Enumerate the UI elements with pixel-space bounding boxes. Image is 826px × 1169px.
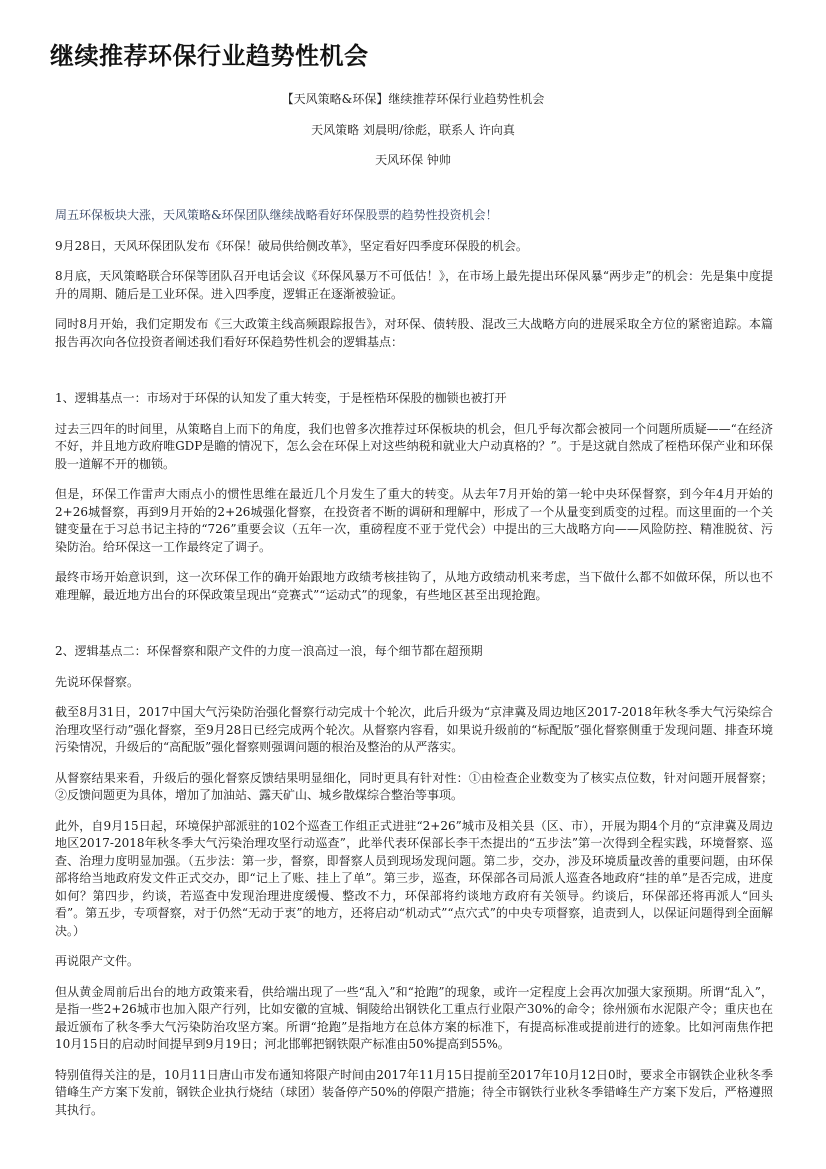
section-heading-1: 1、逻辑基点一：市场对于环保的认知发了重大转变，于是桎梏环保股的枷锁也被打开 <box>55 391 507 405</box>
body-paragraph: 同时8月开始，我们定期发布《三大政策主线高频跟踪报告》，对环保、债转股、混改三大战略方向的进展采取全方位的紧密追踪。本篇报告再次向各位投资者阐述我们看好环保趋势性机会的逻辑基点： <box>55 317 773 349</box>
body-paragraph: 截至8月31日，2017中国大气污染防治强化督察行动完成十个轮次，此后升级为“京津冀及周边地区2017-2018年秋冬季大气污染综合治理攻坚行动”强化督察，至9月28日已经完成两个轮次。从督察内容看，如果说升级前的“标配版”强化督察侧重于发现问题、排查环境污染情况，升级后的“高配版”强化督察则强调问题的根治及整治的从严落实。 <box>55 705 773 754</box>
report-header: 【天风策略&环保】继续推荐环保行业趋势性机会 <box>281 92 545 106</box>
body-paragraph: 先说环保督察。 <box>55 674 140 689</box>
section-heading-2: 2、逻辑基点二：环保督察和限产文件的力度一浪高过一浪，每个细节都在超预期 <box>55 644 483 658</box>
body-paragraph: 8月底，天风策略联合环保等团队召开电话会议《环保风暴万不可低估！》，在市场上最先提出环保风暴“两步走”的机会：先是集中度提升的周期、随后是工业环保。进入四季度，逻辑正在逐渐被验证。 <box>55 269 773 301</box>
body-paragraph: 再说限产文件。 <box>55 954 140 968</box>
body-paragraph: 过去三四年的时间里，从策略自上而下的角度，我们也曾多次推荐过环保板块的机会，但几乎每次都会被同一个问题所质疑——“在经济不好，并且地方政府唯GDP是瞻的情况下，怎么会在环保上对这些纳税和就业大户动真格的？”。于是这就自然成了桎梏环保产业和环保股一道解不开的枷锁。 <box>55 421 773 471</box>
body-paragraph: 特别值得关注的是，10月11日唐山市发布通知将限产时间由2017年11月15日提前至2017年10月12日0时，要求全市钢铁企业秋冬季错峰生产方案下发前，钢铁企业执行烧结（球团）装备停产50%的停限产措施；待全市钢铁行业秋冬季错峰生产方案下发后，严格遵照其执行。 <box>55 1067 773 1117</box>
body-paragraph: 最终市场开始意识到，这一次环保工作的确开始跟地方政绩考核挂钩了，从地方政绩动机来考虑，当下做什么都不如做环保，所以也不难理解，最近地方出台的环保政策呈现出“竞赛式”“运动式”的现象，有些地区甚至出现抢跑。 <box>55 570 773 602</box>
intro-paragraph: 周五环保板块大涨，天风策略&环保团队继续战略看好环保股票的趋势性投资机会！ <box>55 208 498 222</box>
body-paragraph: 此外，自9月15日起，环境保护部派驻的102个巡查工作组正式进驻“2+26”城市及相关县（区、市），开展为期4个月的“京津冀及周边地区2017-2018年秋冬季大气污染治理攻坚行动巡查”，此举代表环保部长李干杰提出的“五步法”第一次得到全程实践，环境督察、巡查、治理力度明显加强。（五步法：第一步，督察，即督察人员到现场发现问题。第二步，交办，涉及环境质量改善的重要问题，由环保部将给当地政府发文件正式交办，即“记上了账、挂上了单”。第三步，巡查，环保部各司局派人巡查各地政府“挂的单”是否完成，进度如何？第四步，约谈，若巡查中发现治理进度缓慢、整改不力，环保部将约谈地方政府有关领导。约谈后，环保部还将再派人“回头看”。第五步，专项督察，对于仍然“无动于衷”的地方，还将启动“机动式”“点穴式”的中央专项督察，追责到人，以保证问题得到全面解决。） <box>55 818 773 938</box>
body-paragraph: 9月28日，天风环保团队发布《环保！破局供给侧改革》，坚定看好四季度环保股的机会。 <box>55 238 528 253</box>
team-line: 天风环保 钟帅 <box>375 153 451 167</box>
body-paragraph: 但从黄金周前后出台的地方政策来看，供给端出现了一些“乱入”和“抢跑”的现象，或许一定程度上会再次加强大家预期。所谓“乱入”，是指一些2+26城市也加入限产行列，比如安徽的宣城、铜陵给出钢铁化工重点行业限产30%的命令；徐州颁布水泥限产令；重庆也在最近颁布了秋冬季大气污染防治攻坚方案。所谓“抢跑”是指地方在总体方案的标准下，有提高标准或提前进行的迹象。比如河南焦作把10月15日的启动时间提早到9月19日；河北邯郸把钢铁限产标准由50%提高到55%。 <box>55 984 773 1051</box>
body-paragraph: 从督察结果来看，升级后的强化督察反馈结果明显细化，同时更具有针对性：①由检查企业数变为了核实点位数，针对问题开展督察；②反馈问题更为具体，增加了加油站、露天矿山、城乡散煤综合整治等事项。 <box>55 770 773 802</box>
page-title: 继续推荐环保行业趋势性机会 <box>50 42 369 70</box>
body-paragraph: 但是，环保工作雷声大雨点小的惯性思维在最近几个月发生了重大的转变。从去年7月开始的第一轮中央环保督察，到今年4月开始的2+26城督察，再到9月开始的2+26城强化督察，在投资者不断的调研和理解中，形成了一个从量变到质变的过程。而这里面的一个关键变量在于习总书记主持的“726”重要会议（五年一次，重磅程度不亚于党代会）中提出的三大战略方向——风险防控、精准脱贫、污染防治。给环保这一工作最终定了调子。 <box>55 487 773 554</box>
article-body <box>55 207 773 1132</box>
author-line: 天风策略 刘晨明/徐彪，联系人 许向真 <box>311 123 515 137</box>
